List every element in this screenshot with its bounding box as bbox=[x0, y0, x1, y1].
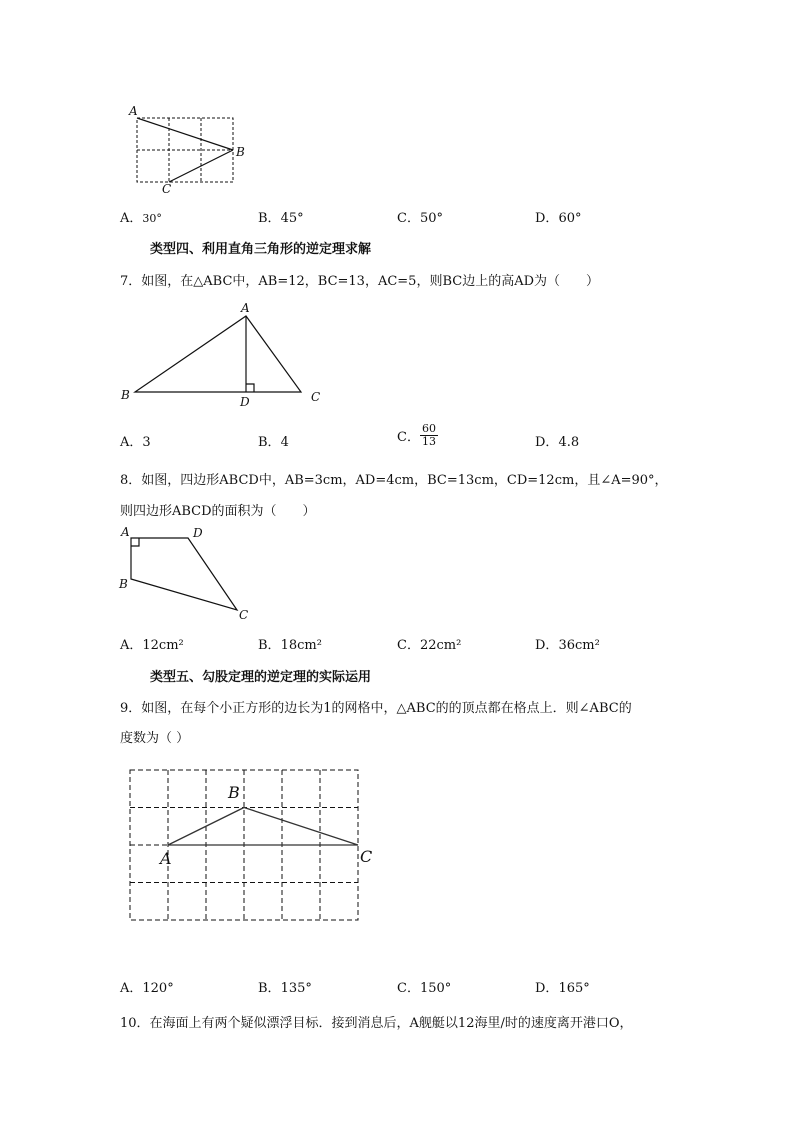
q6-option-a[interactable]: A．30° bbox=[120, 211, 162, 226]
q7-option-a[interactable]: A．3 bbox=[120, 435, 151, 450]
q9-option-a[interactable]: A．120° bbox=[120, 981, 174, 996]
q7-option-d[interactable]: D．4.8 bbox=[535, 435, 580, 450]
q7-option-c-fraction: $\frac{60}{13}$ bbox=[421, 422, 436, 448]
q6-figure bbox=[120, 100, 260, 195]
q6-option-c[interactable]: C．50° bbox=[397, 211, 443, 226]
q8-stem-line1: 8．如图，四边形ABCD中，AB=3cm，AD=4cm，BC=13cm，CD=12cm，且∠A=90°， bbox=[120, 473, 668, 488]
q9-option-d[interactable]: D．165° bbox=[535, 981, 590, 996]
q6-option-b[interactable]: B．45° bbox=[258, 211, 304, 226]
q9-label-b: B bbox=[228, 783, 240, 802]
q8-stem-line2: 则四边形ABCD的面积为（ ） bbox=[120, 504, 316, 519]
q9-label-a: A bbox=[160, 849, 172, 868]
q8-option-d[interactable]: D．36cm² bbox=[535, 638, 600, 653]
q8-figure bbox=[115, 522, 260, 622]
q6-label-b: B bbox=[236, 145, 245, 159]
section4-heading: 类型四、利用直角三角形的逆定理求解 bbox=[150, 242, 372, 257]
q8-label-a: A bbox=[121, 525, 130, 539]
q7-label-d: D bbox=[240, 395, 250, 409]
q8-option-b[interactable]: B．18cm² bbox=[258, 638, 322, 653]
q7-figure bbox=[118, 298, 328, 413]
q8-label-b: B bbox=[119, 577, 128, 591]
q9-option-c[interactable]: C．150° bbox=[397, 981, 452, 996]
q7-label-a: A bbox=[241, 301, 250, 315]
q7-label-b: B bbox=[121, 388, 130, 402]
q9-option-b[interactable]: B．135° bbox=[258, 981, 312, 996]
q6-option-d[interactable]: D．60° bbox=[535, 211, 582, 226]
q7-stem: 7．如图，在△ABC中，AB=12，BC=13，AC=5，则BC边上的高AD为（ ） bbox=[120, 274, 600, 289]
q7-option-b[interactable]: B．4 bbox=[258, 435, 289, 450]
section5-heading: 类型五、勾股定理的逆定理的实际运用 bbox=[150, 670, 372, 685]
q9-figure bbox=[120, 760, 390, 935]
q9-stem-line1: 9．如图，在每个小正方形的边长为1的网格中，△ABC的的顶点都在格点上．则∠ABC的 bbox=[120, 701, 632, 716]
q6-label-c: C bbox=[162, 182, 172, 196]
q9-label-c: C bbox=[360, 847, 373, 866]
q7-label-c: C bbox=[311, 390, 321, 404]
q10-stem: 10．在海面上有两个疑似漂浮目标．接到消息后，A舰艇以12海里/时的速度离开港口O， bbox=[120, 1016, 633, 1031]
q6-label-a: A bbox=[129, 104, 138, 118]
q9-stem-line2: 度数为（ ） bbox=[120, 731, 190, 746]
q8-label-d: D bbox=[193, 526, 203, 540]
q8-option-c[interactable]: C．22cm² bbox=[397, 638, 462, 653]
q8-label-c: C bbox=[239, 608, 249, 622]
q8-option-a[interactable]: A．12cm² bbox=[120, 638, 184, 653]
q7-option-c[interactable]: C． $\frac{60}{13}$ bbox=[397, 422, 436, 448]
